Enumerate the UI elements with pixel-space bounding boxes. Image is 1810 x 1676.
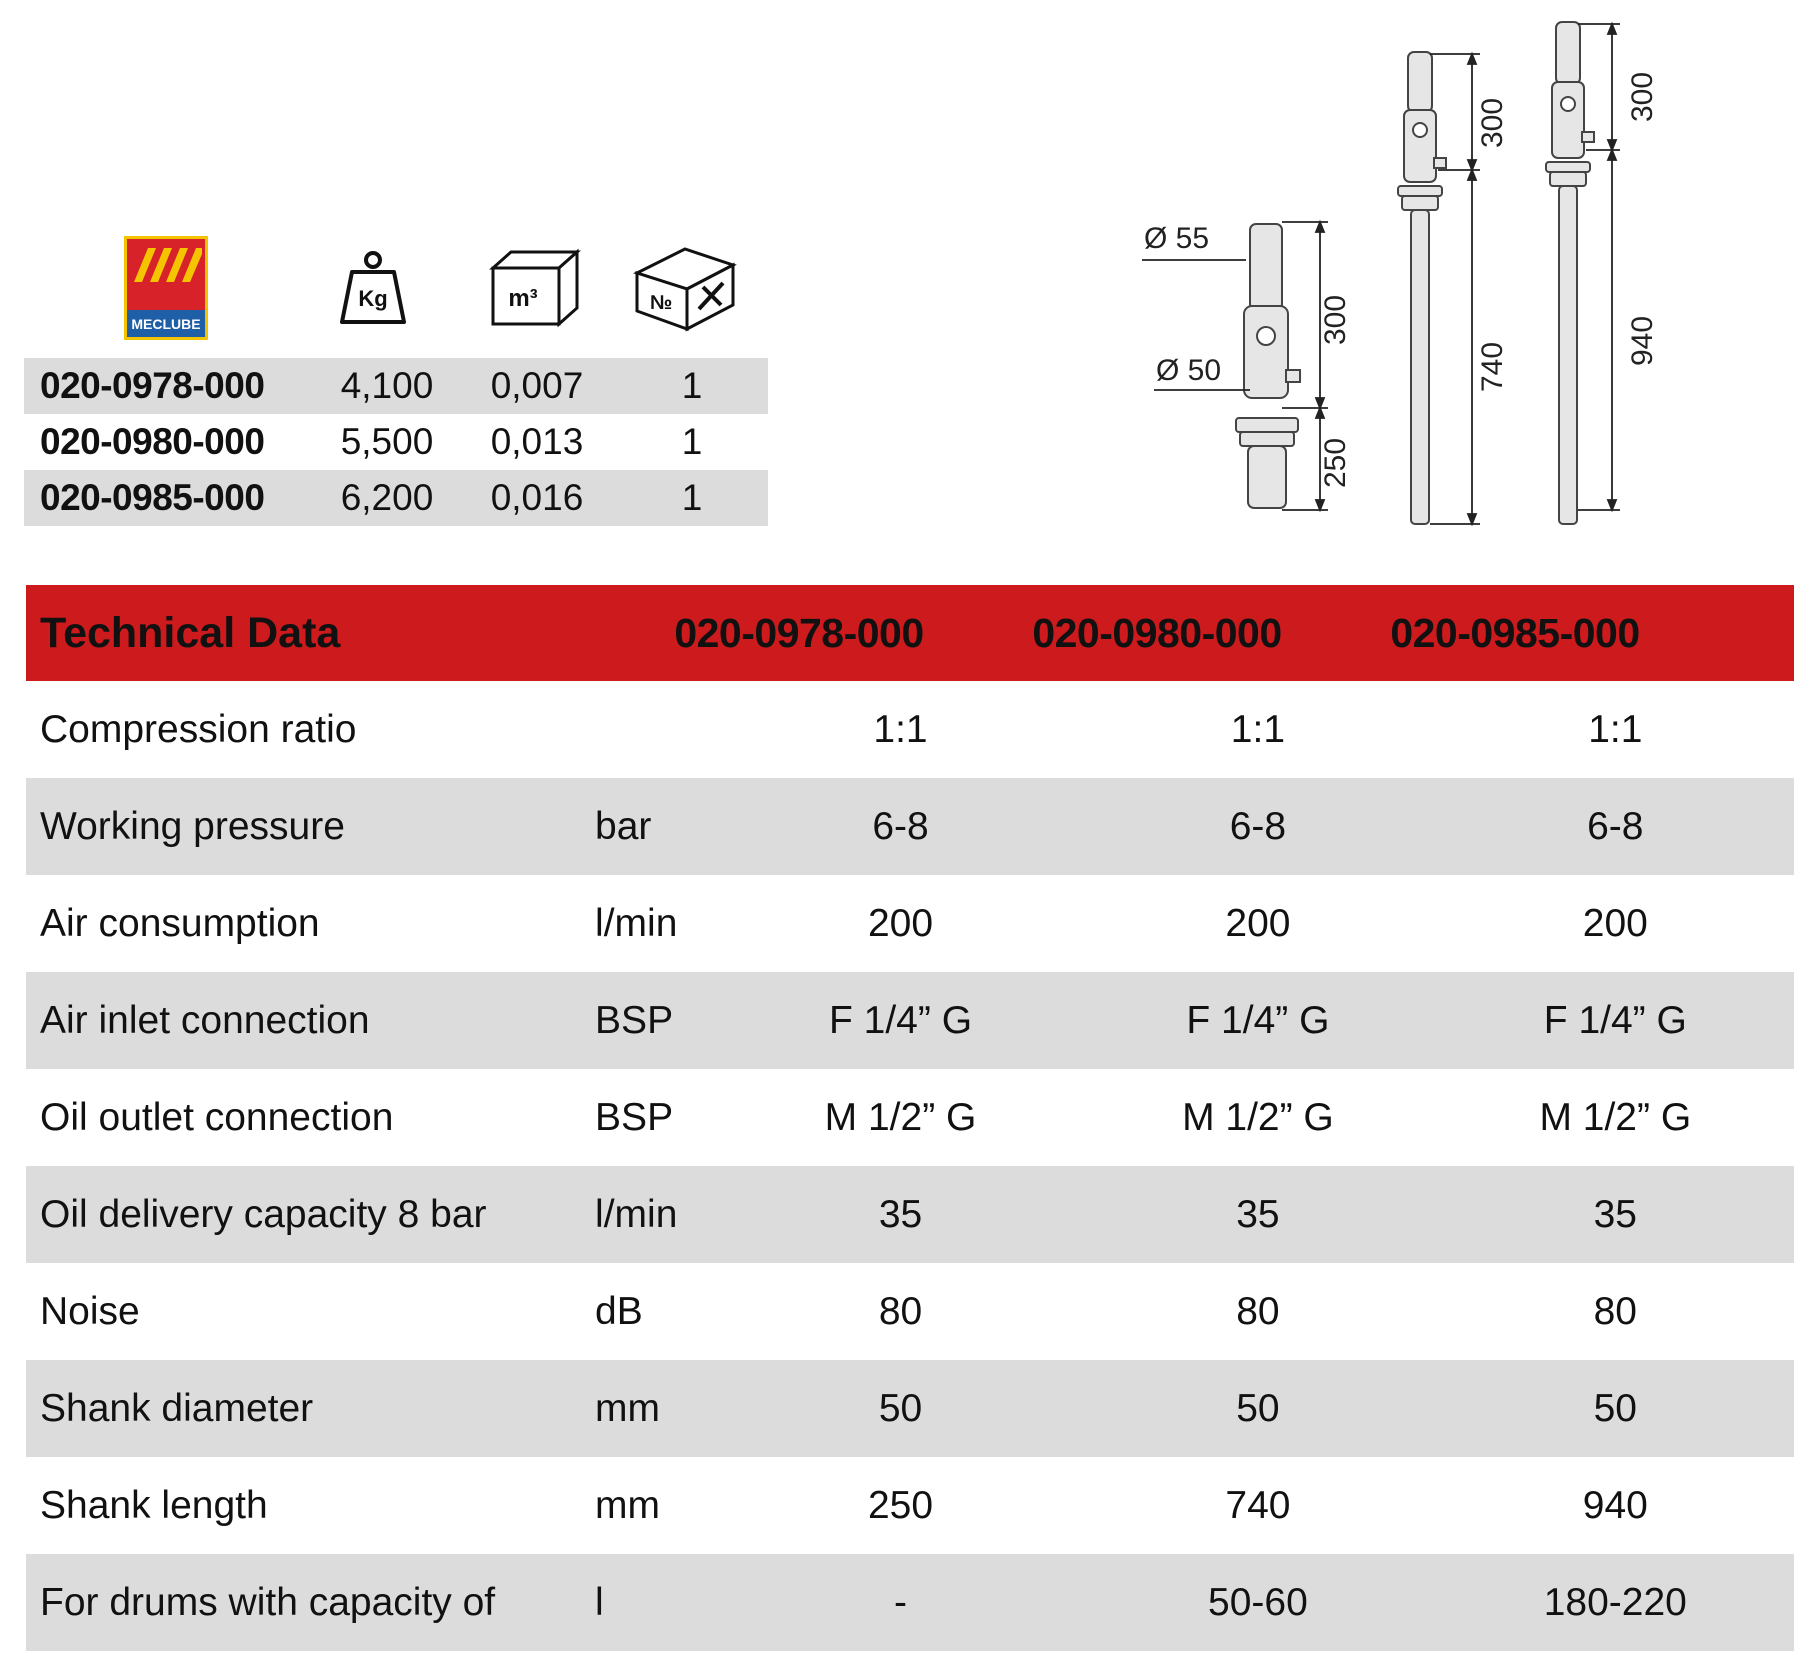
row-value: 35 xyxy=(1593,1192,1637,1236)
row-unit: l xyxy=(595,1580,604,1624)
row-value: 80 xyxy=(1593,1289,1637,1333)
row-unit: bar xyxy=(595,804,652,848)
meclube-logo xyxy=(106,232,226,344)
dim-long-lower: 940 xyxy=(1626,315,1659,366)
row-value: 35 xyxy=(1236,1192,1280,1236)
dim-medium-lower: 740 xyxy=(1476,341,1509,392)
row-label: Compression ratio xyxy=(40,707,357,751)
table-row xyxy=(24,470,768,526)
dim-medium-upper: 300 xyxy=(1476,97,1509,148)
technical-data-header xyxy=(26,585,1794,681)
row-value: 1:1 xyxy=(873,707,928,751)
dimension-lines-medium xyxy=(1430,54,1480,524)
row-label: Shank length xyxy=(40,1483,268,1527)
row-value: 6-8 xyxy=(1229,804,1287,848)
table-row xyxy=(26,1166,1794,1263)
product-weight: 5,500 xyxy=(340,421,434,462)
logo-text: MECLUBE xyxy=(131,316,201,332)
technical-data-table xyxy=(26,585,1794,1651)
dim-diameter-top: Ø 55 xyxy=(1144,222,1210,255)
pump-drawing-short xyxy=(1236,224,1300,508)
row-label: For drums with capacity of xyxy=(40,1580,496,1624)
column-header: 020-0980-000 xyxy=(1032,609,1282,656)
row-value: M 1/2” G xyxy=(1539,1095,1692,1139)
table-row xyxy=(26,1069,1794,1166)
row-value: - xyxy=(894,1580,908,1624)
table-row xyxy=(26,875,1794,972)
row-value: F 1/4” G xyxy=(1186,998,1330,1042)
product-quantity: 1 xyxy=(681,477,703,518)
product-quantity: 1 xyxy=(681,421,703,462)
row-value: 6-8 xyxy=(1587,804,1644,848)
row-unit: dB xyxy=(595,1289,643,1333)
row-value: F 1/4” G xyxy=(1543,998,1687,1042)
row-value: 50-60 xyxy=(1208,1580,1308,1624)
row-value: 180-220 xyxy=(1543,1580,1687,1624)
weight-icon xyxy=(308,232,438,344)
row-label: Shank diameter xyxy=(40,1386,314,1430)
column-header: 020-0978-000 xyxy=(674,609,924,656)
row-label: Air inlet connection xyxy=(40,998,370,1042)
row-label: Working pressure xyxy=(40,804,345,848)
product-code: 020-0980-000 xyxy=(40,421,265,462)
svg-text:m³: m³ xyxy=(508,285,538,312)
row-value: 250 xyxy=(867,1483,934,1527)
technical-data-title: Technical Data xyxy=(40,608,341,657)
row-value: 50 xyxy=(878,1386,923,1430)
row-value: 50 xyxy=(1593,1386,1637,1430)
row-value: M 1/2” G xyxy=(1182,1095,1334,1139)
product-volume: 0,007 xyxy=(490,365,584,406)
product-table-header xyxy=(24,232,768,344)
table-row xyxy=(26,1360,1794,1457)
row-unit: BSP xyxy=(595,998,674,1042)
dim-long-upper: 300 xyxy=(1626,71,1659,122)
row-value: 200 xyxy=(1225,901,1291,945)
row-unit: l/min xyxy=(595,1192,678,1236)
row-value: 80 xyxy=(878,1289,923,1333)
row-unit: BSP xyxy=(595,1095,674,1139)
row-value: 1:1 xyxy=(1588,707,1643,751)
table-row xyxy=(26,778,1794,875)
svg-text:Kg: Kg xyxy=(358,286,388,311)
table-row xyxy=(26,972,1794,1069)
pump-drawings xyxy=(1120,10,1800,550)
dim-diameter-bottom: Ø 50 xyxy=(1156,354,1222,387)
table-row xyxy=(26,681,1794,778)
product-volume: 0,013 xyxy=(490,421,584,462)
dim-short-upper: 300 xyxy=(1319,294,1352,345)
row-label: Oil outlet connection xyxy=(40,1095,394,1139)
row-value: 80 xyxy=(1236,1289,1280,1333)
product-code: 020-0978-000 xyxy=(40,365,265,406)
product-weight: 6,200 xyxy=(340,477,434,518)
table-row xyxy=(26,1263,1794,1360)
svg-text:№: № xyxy=(649,292,673,314)
product-volume: 0,016 xyxy=(490,477,584,518)
box-quantity-icon xyxy=(610,232,760,344)
table-row xyxy=(26,1554,1794,1651)
pump-drawing-long xyxy=(1546,22,1594,524)
row-label: Oil delivery capacity 8 bar xyxy=(40,1192,487,1236)
product-weight: 4,100 xyxy=(340,365,434,406)
row-label: Noise xyxy=(40,1289,140,1333)
row-value: 1:1 xyxy=(1230,707,1286,751)
table-row xyxy=(26,1457,1794,1554)
product-table xyxy=(24,358,768,526)
row-unit: l/min xyxy=(595,901,678,945)
row-value: 6-8 xyxy=(872,804,929,848)
row-value: 940 xyxy=(1582,1483,1648,1527)
product-code: 020-0985-000 xyxy=(40,477,265,518)
row-unit: mm xyxy=(595,1483,661,1527)
pump-drawing-medium xyxy=(1398,52,1446,524)
row-value: 35 xyxy=(878,1192,923,1236)
row-value: 200 xyxy=(1582,901,1648,945)
dim-short-lower: 250 xyxy=(1319,437,1352,488)
cube-volume-icon xyxy=(460,232,610,344)
row-value: M 1/2” G xyxy=(824,1095,977,1139)
row-value: F 1/4” G xyxy=(829,998,973,1042)
row-label: Air consumption xyxy=(40,901,320,945)
product-quantity: 1 xyxy=(681,365,703,406)
table-row xyxy=(24,358,768,414)
row-value: 50 xyxy=(1236,1386,1280,1430)
column-header: 020-0985-000 xyxy=(1390,609,1640,656)
row-unit: mm xyxy=(595,1386,661,1430)
row-value: 740 xyxy=(1225,1483,1291,1527)
table-row xyxy=(24,414,768,470)
row-value: 200 xyxy=(867,901,934,945)
